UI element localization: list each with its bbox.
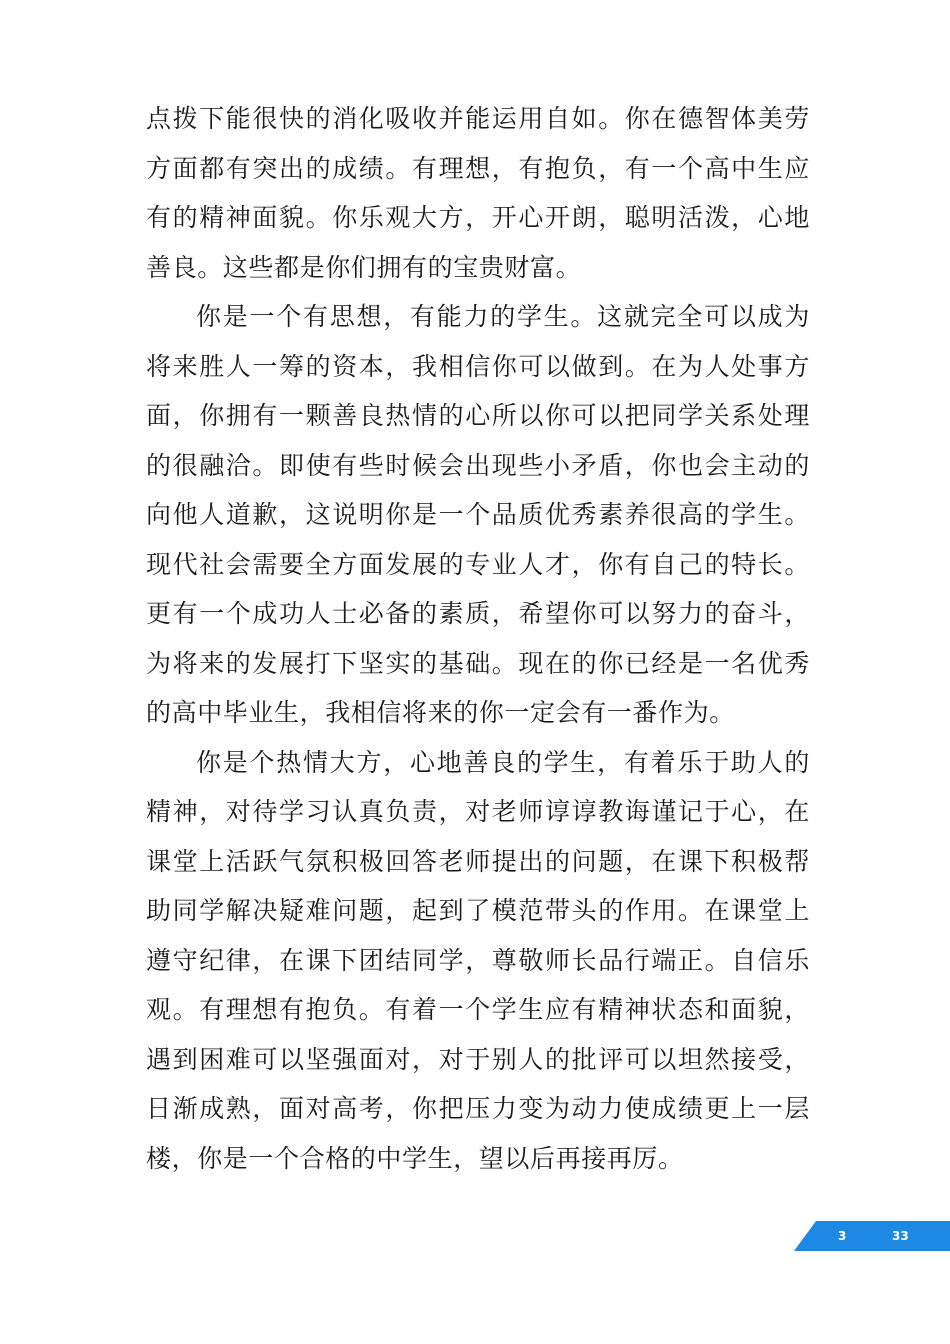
footer-band	[794, 1221, 950, 1251]
paragraph-1: 点拨下能很快的消化吸收并能运用自如。你在德智体美劳方面都有突出的成绩。有理想，有抱负，有一个高中生应有的精神面貌。你乐观大方，开心开朗，聪明活泼，心地善良。这些都是你们拥有的宝贵财富。	[146, 104, 810, 282]
page-footer	[794, 1221, 950, 1251]
document-body	[146, 94, 810, 1183]
paragraph-2: 你是一个有思想，有能力的学生。这就完全可以成为将来胜人一筹的资本，我相信你可以做到。在为人处事方面，你拥有一颗善良热情的心所以你可以把同学关系处理的很融洽。即使有些时候会出现些小矛盾，你也会主动的向他人道歉，这说明你是一个品质优秀素养很高的学生。现代社会需要全方面发展的专业人才，你有自己的特长。更有一个成功人士必备的素质，希望你可以努力的奋斗，为将来的发展打下坚实的基础。现在的你已经是一名优秀的高中毕业生，我相信将来的你一定会有一番作为。	[146, 302, 810, 727]
paragraph-3: 你是个热情大方，心地善良的学生，有着乐于助人的精神，对待学习认真负责，对老师谆谆教诲谨记于心，在课堂上活跃气氛积极回答老师提出的问题，在课下积极帮助同学解决疑难问题，起到了模范带头的作用。在课堂上遵守纪律，在课下团结同学，尊敬师长品行端正。自信乐观。有理想有抱负。有着一个学生应有精神状态和面貌，遇到困难可以坚强面对，对于别人的批评可以坦然接受，日渐成熟，面对高考，你把压力变为动力使成绩更上一层楼，你是一个合格的中学生，望以后再接再厉。	[146, 747, 810, 1173]
page-total: 33	[892, 1229, 909, 1243]
page-number: 3	[838, 1229, 847, 1243]
